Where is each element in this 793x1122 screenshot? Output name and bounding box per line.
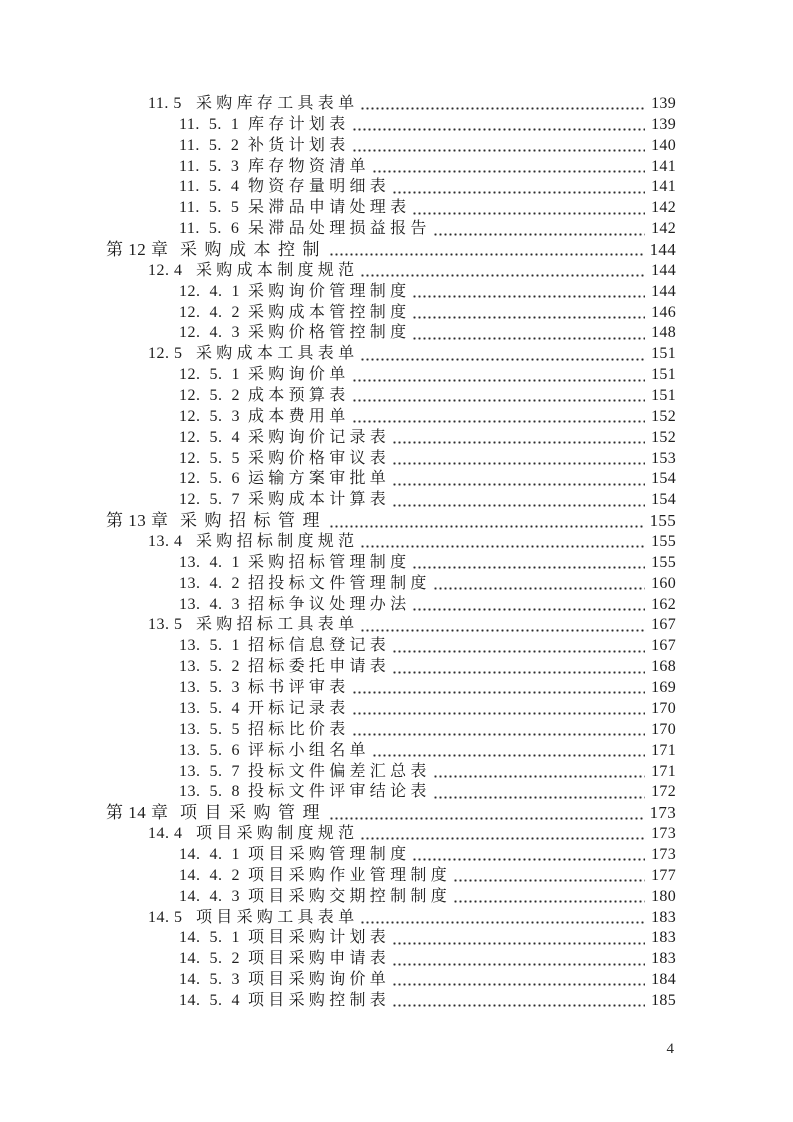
toc-entry-title: 采购询价管理制度 xyxy=(248,282,411,300)
toc-entry-number: 13. 5. 3 xyxy=(179,679,240,697)
dot-leader-icon xyxy=(352,128,645,131)
dot-leader-icon xyxy=(360,107,645,110)
toc-entry[interactable] xyxy=(0,782,676,803)
toc-entry-page: 168 xyxy=(651,658,676,676)
toc-entry-page: 142 xyxy=(651,220,676,238)
dot-leader-icon xyxy=(360,545,645,548)
toc-entry[interactable] xyxy=(0,198,676,219)
toc-entry-title: 招投标文件管理制度 xyxy=(248,574,431,592)
dot-leader-icon xyxy=(412,212,645,215)
toc-entry[interactable] xyxy=(0,887,676,908)
toc-entry-number: 13. 5 xyxy=(148,616,183,634)
toc-entry-number: 11. 5. 4 xyxy=(179,178,240,196)
toc-entry-page: 155 xyxy=(651,553,676,571)
dot-leader-icon xyxy=(360,921,645,924)
toc-entry-number: 12. 4. 2 xyxy=(179,303,240,321)
toc-entry-title: 项目采购工具表单 xyxy=(196,908,359,926)
toc-entry[interactable] xyxy=(0,657,676,678)
toc-entry-title: 采购成本管控制度 xyxy=(248,303,411,321)
toc-entry-title: 成本预算表 xyxy=(248,387,350,405)
dot-leader-icon xyxy=(392,504,645,507)
toc-entry[interactable] xyxy=(0,949,676,970)
toc-entry[interactable] xyxy=(0,928,676,949)
toc-entry-page: 141 xyxy=(651,157,676,175)
toc-entry-page: 170 xyxy=(651,699,676,717)
toc-entry[interactable] xyxy=(0,845,676,866)
toc-entry-page: 139 xyxy=(651,115,676,133)
toc-entry-title: 呆滞品申请处理表 xyxy=(248,199,411,217)
dot-leader-icon xyxy=(329,817,645,820)
toc-entry-number: 13. 5. 6 xyxy=(179,741,240,759)
toc-entry-number: 11. 5. 2 xyxy=(179,136,240,154)
toc-entry-title: 招标信息登记表 xyxy=(248,637,391,655)
dot-leader-icon xyxy=(392,191,645,194)
toc-entry-title: 采购价格审议表 xyxy=(248,449,391,467)
toc-entry-number: 13. 5. 4 xyxy=(179,699,240,717)
dot-leader-icon xyxy=(412,316,645,319)
toc-entry[interactable] xyxy=(0,365,676,386)
toc-entry[interactable] xyxy=(0,115,676,136)
toc-entry-page: 183 xyxy=(651,929,676,947)
toc-entry-page: 169 xyxy=(651,679,676,697)
toc-entry-page: 152 xyxy=(651,407,676,425)
toc-entry-title: 采购成本计算表 xyxy=(248,491,391,509)
toc-entry-title: 采购招标制度规范 xyxy=(196,533,359,551)
toc-entry-number: 14. 4. 1 xyxy=(179,845,240,863)
dot-leader-icon xyxy=(412,608,645,611)
dot-leader-icon xyxy=(360,837,645,840)
toc-entry-title: 采购价格管控制度 xyxy=(248,324,411,342)
toc-entry-number: 13. 5. 5 xyxy=(179,720,240,738)
toc-entry-page: 153 xyxy=(651,449,676,467)
toc-entry-number: 14. 5. 3 xyxy=(179,971,240,989)
toc-entry[interactable] xyxy=(0,720,676,741)
dot-leader-icon xyxy=(392,983,645,986)
toc-entry[interactable] xyxy=(0,94,676,115)
toc-entry-number: 12. 5. 1 xyxy=(179,366,240,384)
toc-entry[interactable] xyxy=(0,741,676,762)
toc-entry-page: 171 xyxy=(651,741,676,759)
toc-entry-title: 呆滞品处理损益报告 xyxy=(248,220,431,238)
toc-entry[interactable] xyxy=(0,490,676,511)
dot-leader-icon xyxy=(453,900,645,903)
toc-entry-page: 170 xyxy=(651,720,676,738)
toc-entry-number: 第 13 章 xyxy=(106,511,169,531)
toc-entry-title: 项目采购询价单 xyxy=(248,971,391,989)
toc-entry[interactable] xyxy=(0,407,676,428)
toc-entry-number: 14. 4. 2 xyxy=(179,866,240,884)
dot-leader-icon xyxy=(352,420,645,423)
dot-leader-icon xyxy=(352,149,645,152)
toc-entry-title: 采购询价记录表 xyxy=(248,428,391,446)
toc-entry-number: 12. 5. 2 xyxy=(179,387,240,405)
toc-entry-title: 投标文件评审结论表 xyxy=(248,783,431,801)
toc-entry[interactable] xyxy=(0,824,676,845)
toc-entry-number: 13. 5. 1 xyxy=(179,637,240,655)
toc-entry-number: 11. 5. 6 xyxy=(179,220,240,238)
toc-entry-number: 14. 5 xyxy=(148,908,183,926)
dot-leader-icon xyxy=(352,399,645,402)
toc-entry-title: 补货计划表 xyxy=(248,136,350,154)
dot-leader-icon xyxy=(433,796,645,799)
toc-entry-page: 184 xyxy=(651,971,676,989)
toc-entry-title: 采购库存工具表单 xyxy=(196,95,359,112)
toc-entry-title: 采购招标工具表单 xyxy=(196,616,359,634)
toc-entry-number: 14. 5. 1 xyxy=(179,929,240,947)
toc-entry-title: 招标争议处理办法 xyxy=(248,595,411,613)
dot-leader-icon xyxy=(352,379,645,382)
toc-entry-title: 采购成本工具表单 xyxy=(196,345,359,363)
toc-entry-title: 评标小组名单 xyxy=(248,741,370,759)
dot-leader-icon xyxy=(372,754,645,757)
toc-entry-page: 155 xyxy=(651,533,676,551)
toc-entry-title: 开标记录表 xyxy=(248,699,350,717)
toc-entry-number: 13. 4 xyxy=(148,533,183,551)
toc-entry-title: 采购招标管理 xyxy=(180,511,327,531)
toc-entry-number: 11. 5. 5 xyxy=(179,199,240,217)
toc-entry[interactable] xyxy=(0,469,676,490)
toc-entry-title: 库存计划表 xyxy=(248,115,350,133)
toc-entry-title: 采购招标管理制度 xyxy=(248,553,411,571)
toc-entry[interactable] xyxy=(0,803,676,824)
toc-entry-number: 12. 4. 3 xyxy=(179,324,240,342)
toc-entry-number: 14. 5. 4 xyxy=(179,991,240,1009)
dot-leader-icon xyxy=(360,629,645,632)
toc-entry[interactable] xyxy=(0,386,676,407)
toc-entry-number: 14. 4. 3 xyxy=(179,887,240,905)
toc-entry-number: 11. 5. 3 xyxy=(179,157,240,175)
page-number: 4 xyxy=(666,1041,674,1057)
toc-entry-page: 173 xyxy=(649,803,676,823)
toc-entry[interactable] xyxy=(0,699,676,720)
dot-leader-icon xyxy=(412,566,645,569)
toc-entry[interactable] xyxy=(0,866,676,887)
toc-entry-page: 180 xyxy=(651,887,676,905)
toc-entry[interactable] xyxy=(0,574,676,595)
toc-entry-number: 13. 5. 7 xyxy=(179,762,240,780)
toc-entry[interactable] xyxy=(0,595,676,616)
toc-entry[interactable] xyxy=(0,261,676,282)
toc-entry-number: 13. 5. 8 xyxy=(179,783,240,801)
toc-entry-number: 12. 5. 6 xyxy=(179,470,240,488)
toc-entry[interactable] xyxy=(0,136,676,157)
toc-entry-number: 13. 4. 3 xyxy=(179,595,240,613)
toc-entry-page: 185 xyxy=(651,991,676,1009)
dot-leader-icon xyxy=(352,691,645,694)
toc-entry-page: 183 xyxy=(651,950,676,968)
toc-entry-page: 171 xyxy=(651,762,676,780)
dot-leader-icon xyxy=(453,879,645,882)
toc-entry-title: 采购成本制度规范 xyxy=(196,261,359,279)
dot-leader-icon xyxy=(360,358,645,361)
toc-entry[interactable] xyxy=(0,449,676,470)
toc-entry-title: 项目采购管理制度 xyxy=(248,845,411,863)
toc-entry-number: 12. 4 xyxy=(148,261,183,279)
toc-entry-page: 141 xyxy=(651,178,676,196)
toc-entry[interactable] xyxy=(0,636,676,657)
toc-entry[interactable] xyxy=(0,678,676,699)
toc-entry[interactable] xyxy=(0,991,676,1012)
toc-entry[interactable] xyxy=(0,762,676,783)
toc-entry-page: 148 xyxy=(651,324,676,342)
toc-entry[interactable] xyxy=(0,323,676,344)
toc-entry-title: 投标文件偏差汇总表 xyxy=(248,762,431,780)
toc-entry-page: 144 xyxy=(651,261,676,279)
toc-entry-page: 146 xyxy=(651,303,676,321)
toc-entry-page: 167 xyxy=(651,637,676,655)
toc-entry[interactable] xyxy=(0,219,676,240)
toc-entry[interactable] xyxy=(0,970,676,991)
toc-entry[interactable] xyxy=(0,240,676,261)
toc-entry-number: 13. 4. 1 xyxy=(179,553,240,571)
toc-entry-title: 成本费用单 xyxy=(248,407,350,425)
toc-entry-page: 172 xyxy=(651,783,676,801)
dot-leader-icon xyxy=(360,274,645,277)
toc-entry[interactable] xyxy=(0,157,676,178)
dot-leader-icon xyxy=(392,462,645,465)
toc-entry-title: 运输方案审批单 xyxy=(248,470,391,488)
toc-entry-title: 项目采购作业管理制度 xyxy=(248,866,452,884)
toc-entry-page: 151 xyxy=(651,366,676,384)
dot-leader-icon xyxy=(433,233,645,236)
dot-leader-icon xyxy=(392,1004,645,1007)
toc-entry-number: 13. 4. 2 xyxy=(179,574,240,592)
dot-leader-icon xyxy=(433,587,645,590)
dot-leader-icon xyxy=(392,441,645,444)
toc-entry[interactable] xyxy=(0,303,676,324)
toc-entry-title: 项目采购计划表 xyxy=(248,929,391,947)
toc-entry-page: 173 xyxy=(651,825,676,843)
toc-entry-title: 项目采购制度规范 xyxy=(196,825,359,843)
toc-entry-title: 标书评审表 xyxy=(248,679,350,697)
toc-entry-page: 139 xyxy=(651,95,676,112)
toc-entry[interactable] xyxy=(0,532,676,553)
toc-entry-title: 招标委托申请表 xyxy=(248,658,391,676)
toc-entry-number: 11. 5 xyxy=(148,95,182,112)
toc-entry-page: 173 xyxy=(651,845,676,863)
toc-entry-number: 14. 4 xyxy=(148,825,183,843)
toc-entry-page: 177 xyxy=(651,866,676,884)
toc-entry-number: 12. 4. 1 xyxy=(179,282,240,300)
toc-entry-page: 144 xyxy=(651,282,676,300)
toc-entry-number: 11. 5. 1 xyxy=(179,115,240,133)
dot-leader-icon xyxy=(352,712,645,715)
toc-entry-title: 项目采购管理 xyxy=(180,803,327,823)
toc-entry-number: 第 14 章 xyxy=(106,803,169,823)
dot-leader-icon xyxy=(392,963,645,966)
toc-entry-number: 第 12 章 xyxy=(106,240,169,260)
toc-entry[interactable] xyxy=(0,511,676,532)
toc-entry-page: 154 xyxy=(651,470,676,488)
toc-entry-page: 144 xyxy=(649,240,676,260)
toc-entry-title: 库存物资清单 xyxy=(248,157,370,175)
toc-entry[interactable] xyxy=(0,428,676,449)
toc-entry-title: 招标比价表 xyxy=(248,720,350,738)
dot-leader-icon xyxy=(392,483,645,486)
toc-entry-page: 155 xyxy=(649,511,676,531)
toc-entry-page: 162 xyxy=(651,595,676,613)
toc-entry-page: 151 xyxy=(651,345,676,363)
dot-leader-icon xyxy=(392,942,645,945)
toc-entry-number: 12. 5. 3 xyxy=(179,407,240,425)
dot-leader-icon xyxy=(372,170,645,173)
toc-entry-page: 167 xyxy=(651,616,676,634)
toc-entry[interactable] xyxy=(0,553,676,574)
toc-entry-page: 151 xyxy=(651,387,676,405)
dot-leader-icon xyxy=(412,295,645,298)
dot-leader-icon xyxy=(392,671,645,674)
toc-entry-page: 140 xyxy=(651,136,676,154)
table-of-contents xyxy=(0,94,793,1012)
toc-entry-title: 采购成本控制 xyxy=(180,240,327,260)
toc-entry-page: 142 xyxy=(651,199,676,217)
toc-entry-number: 12. 5. 4 xyxy=(179,428,240,446)
toc-entry[interactable] xyxy=(0,344,676,365)
toc-entry-number: 13. 5. 2 xyxy=(179,658,240,676)
toc-entry-title: 采购询价单 xyxy=(248,366,350,384)
toc-entry-title: 项目采购交期控制制度 xyxy=(248,887,452,905)
dot-leader-icon xyxy=(412,858,645,861)
toc-entry-page: 152 xyxy=(651,428,676,446)
toc-entry-page: 183 xyxy=(651,908,676,926)
toc-entry[interactable] xyxy=(0,282,676,303)
dot-leader-icon xyxy=(392,650,645,653)
toc-entry-number: 12. 5 xyxy=(148,345,183,363)
toc-entry-number: 12. 5. 5 xyxy=(179,449,240,467)
toc-entry[interactable] xyxy=(0,615,676,636)
dot-leader-icon xyxy=(433,775,645,778)
toc-entry-title: 项目采购控制表 xyxy=(248,991,391,1009)
dot-leader-icon xyxy=(352,733,645,736)
toc-entry-title: 项目采购申请表 xyxy=(248,950,391,968)
toc-entry-number: 14. 5. 2 xyxy=(179,950,240,968)
dot-leader-icon xyxy=(412,337,645,340)
dot-leader-icon xyxy=(329,525,645,528)
dot-leader-icon xyxy=(329,253,645,256)
toc-entry[interactable] xyxy=(0,908,676,929)
toc-entry[interactable] xyxy=(0,177,676,198)
toc-entry-title: 物资存量明细表 xyxy=(248,178,391,196)
toc-entry-page: 154 xyxy=(651,491,676,509)
toc-entry-number: 12. 5. 7 xyxy=(179,491,240,509)
toc-entry-page: 160 xyxy=(651,574,676,592)
